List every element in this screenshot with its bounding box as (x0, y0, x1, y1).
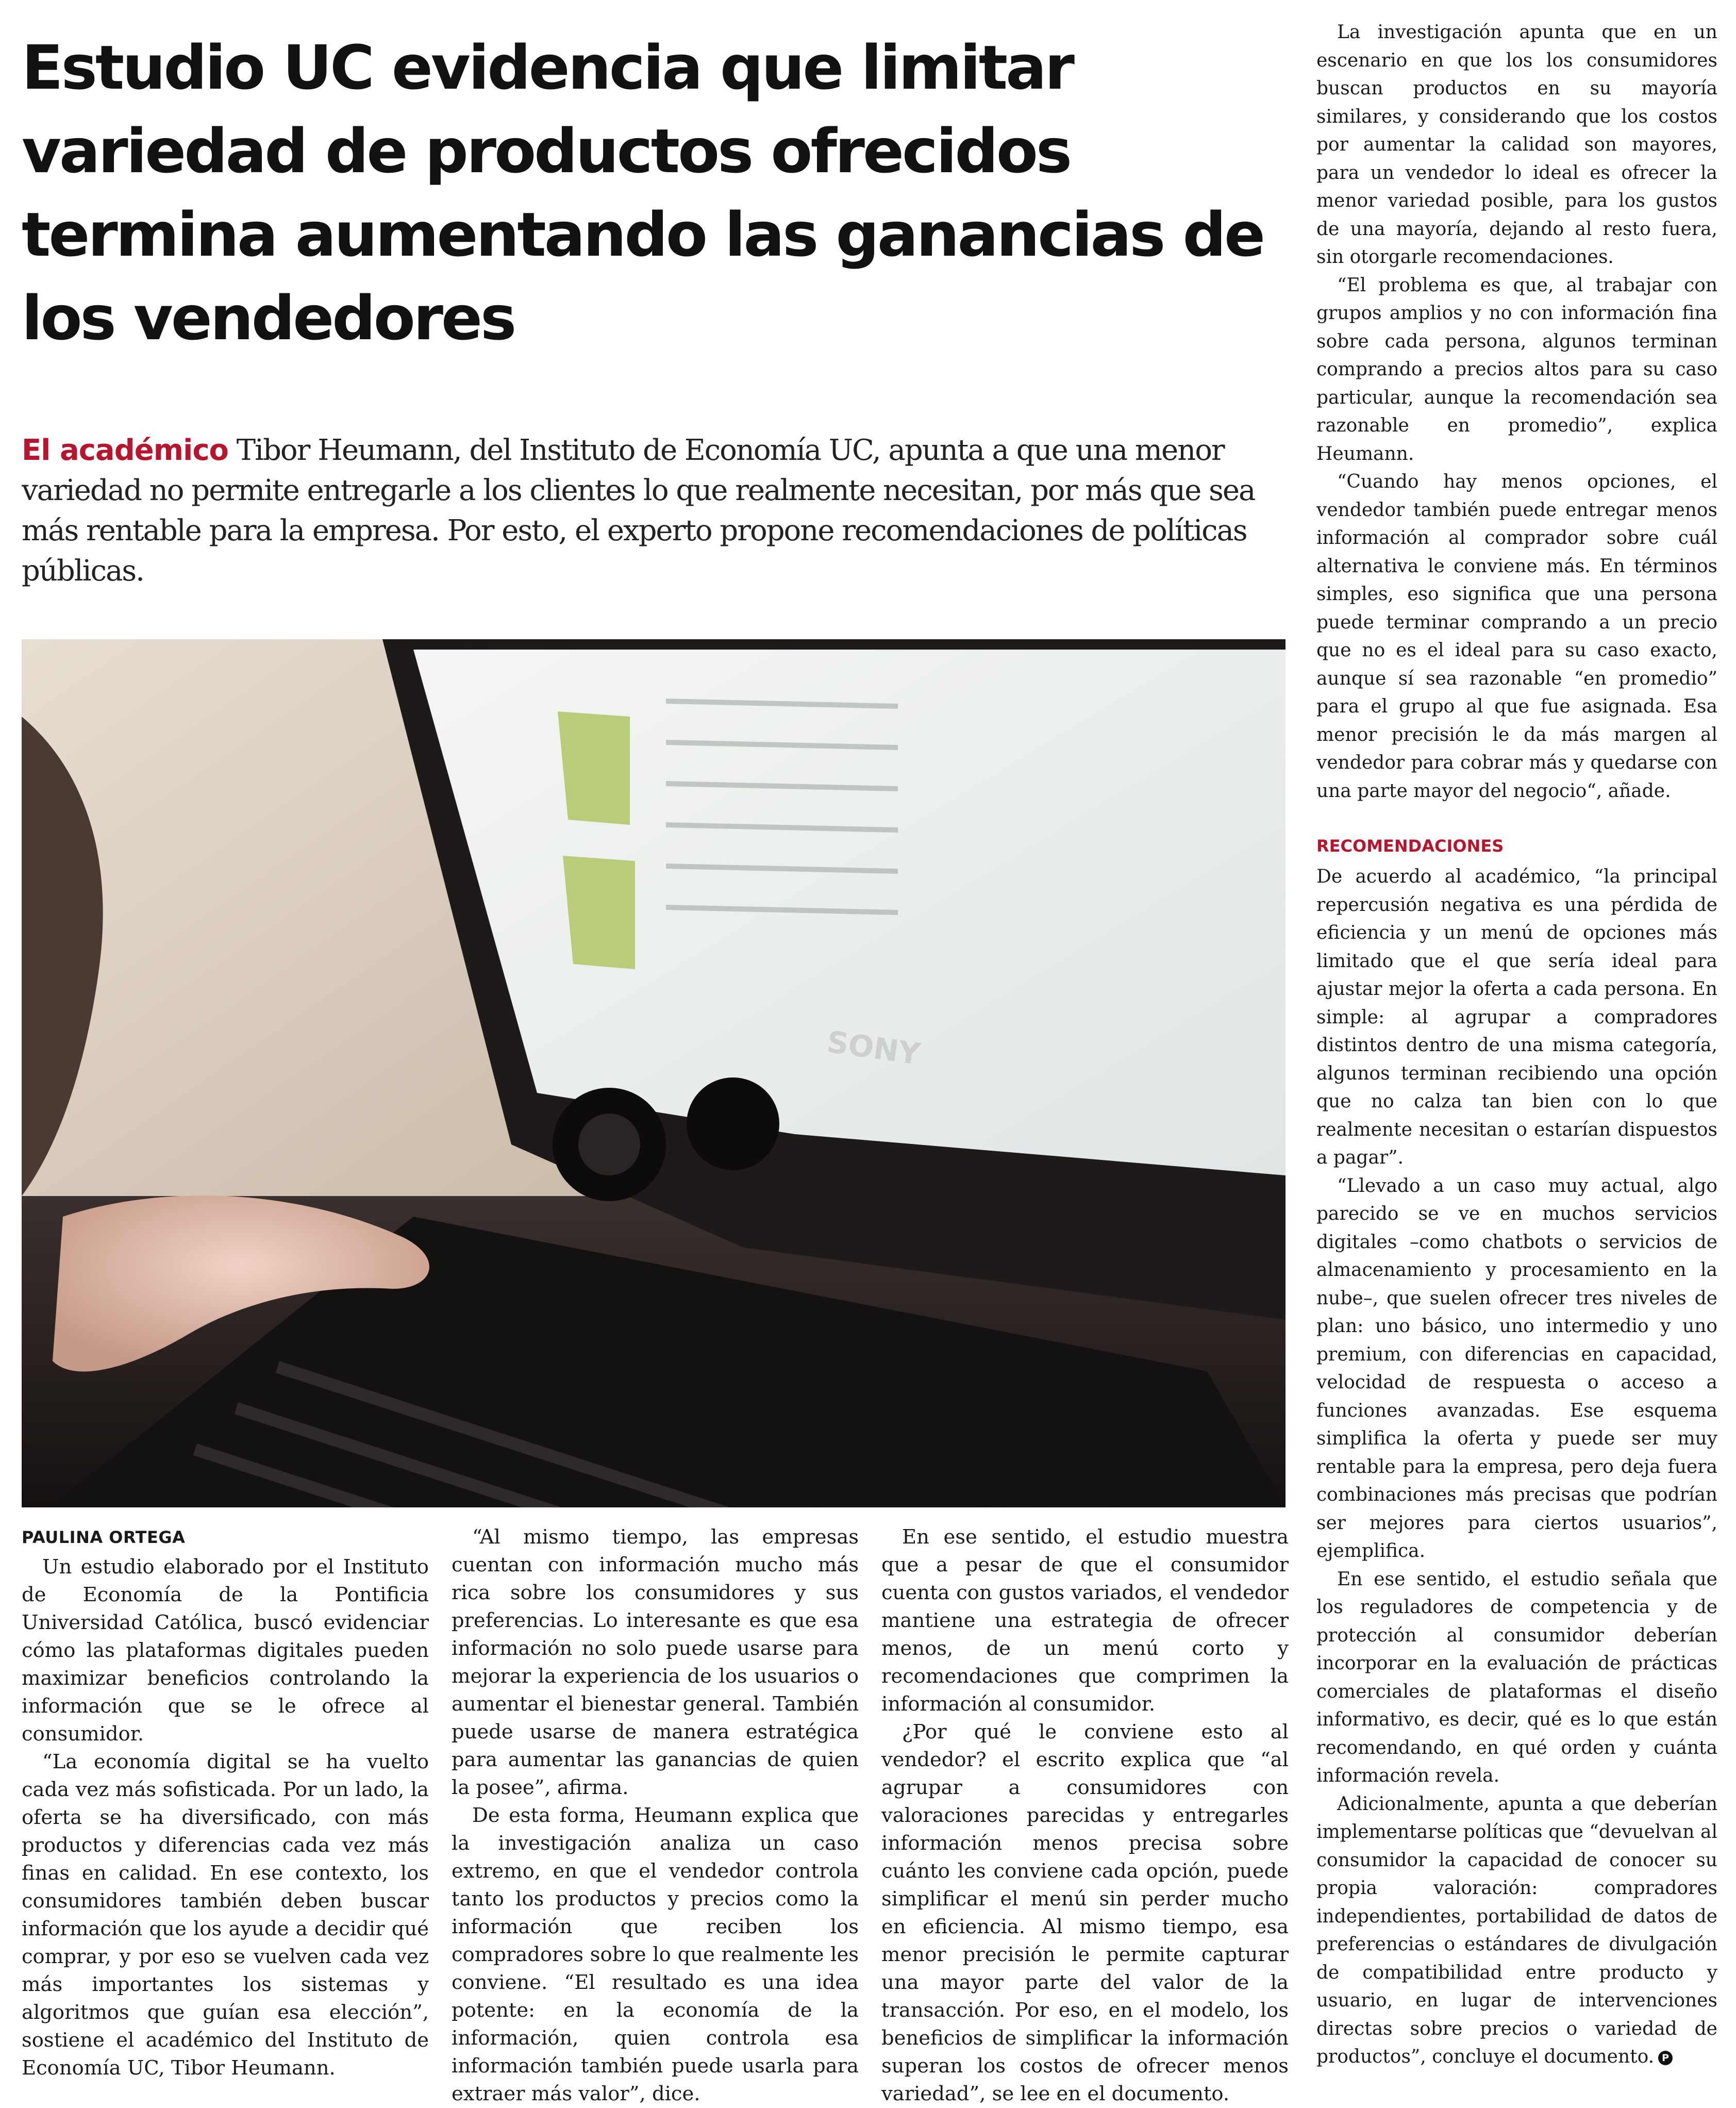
end-mark-icon: P (1658, 2051, 1673, 2065)
body-paragraph-final (1316, 1790, 1717, 2071)
body-paragraph: La investigación apunta que en un escenario en que los los consumidores buscan productos en su mayoría similares, y considerando que los costos por aumentar la calidad son mayores, para un vendedor lo ideal es ofrecer la menor variedad posible, para los gustos de una mayoría, dejando al resto fuera, sin otorgarle recomendaciones. (1316, 22, 1717, 268)
body-paragraph: Un estudio elaborado por el Instituto de Economía de la Pontificia Universidad Católica, buscó evidenciar cómo las plataformas digitales pueden maximizar beneficios controlando la información que se le ofrece al consumidor. (22, 1555, 429, 1746)
monitor-brand-label: SONY (825, 1024, 923, 1072)
article-column-3 (881, 1523, 1289, 2105)
byline: PAULINA ORTEGA (22, 1528, 186, 1547)
body-paragraph: De esta forma, Heumann explica que la investigación analiza un caso extremo, en que el vendedor controla tanto los productos y precios como la información que reciben los compradores sobre lo que realmente les conviene. “El resultado es una idea potente: en la economía de la información, quien controla esa información también puede usarla para extraer más valor”, dice. (452, 1804, 859, 2105)
body-paragraph: “La economía digital se ha vuelto cada vez más sofisticada. Por un lado, la oferta se ha diversificado, con más productos y diferencias cada vez más finas en calidad. En ese contexto, los consumidores también deben buscar información que los ayude a decidir qué comprar, y por eso se vuelven cada vez más importantes los sistemas y algoritmos que guían esa elección”, sostiene el académico del Instituto de Economía UC, Tibor Heumann. (22, 1750, 429, 2080)
deck-lead: El académico (22, 434, 228, 467)
section-subhead: RECOMENDACIONES (1316, 836, 1504, 856)
body-paragraph: “El problema es que, al trabajar con grupos amplios y no con información fina sobre cada persona, algunos terminan comprando a precios altos para su caso particular, aunque la recomendación sea razonable en promedio”, explica Heumann. (1316, 274, 1717, 464)
article-column-4 (1316, 19, 1717, 2067)
body-paragraph: “Cuando hay menos opciones, el vendedor también puede entregar menos información al comprador sobre cuál alternativa le conviene más. En términos simples, eso significa que una persona puede terminar comprando a un precio que no es el ideal para su caso exacto, aunque sí sea razonable “en promedio” para el grupo al que fue asignada. Esa menor precisión le da más margen al vendedor para cobrar más y quedarse con una parte mayor del negocio“, añade. (1316, 471, 1717, 802)
headline: Estudio UC evidencia que limitar variedad de productos ofrecidos termina aumentando las ganancias de los vendedores (22, 32, 1263, 354)
body-paragraph: En ese sentido, el estudio muestra que a pesar de que el consumidor cuenta con gustos variados, el vendedor mantiene una estrategia de ofrecer menos, de un menú corto y recomendaciones que comprimen la información al consumidor. (881, 1525, 1289, 1716)
article-photo (22, 639, 1286, 1507)
body-paragraph: ¿Por qué le conviene esto al vendedor? el escrito explica que “al agrupar a consumidores con valoraciones parecidas y entregarles información menos precisa sobre cuánto les conviene cada opción, puede simplificar el menú sin perder mucho en eficiencia. Al mismo tiempo, esa menor precisión le permite capturar una mayor parte del valor de la transacción. Por eso, en el modelo, los beneficios de simplificar la información superan los costos de ofrecer menos variedad”, se lee en el documento. (881, 1720, 1289, 2105)
article-column-1 (22, 1523, 429, 2080)
body-paragraph-text: Adicionalmente, apunta a que deberían implementarse políticas que “devuelvan al consumidor la capacidad de conocer su propia valoración: compradores independientes, portabilidad de datos de preferencias o estándares de divulgación de compatibilidad entre producto y usuario, en lugar de intervenciones directas sobre precios o variedad de productos”, concluye el documento. (1316, 1793, 1717, 2067)
body-paragraph: De acuerdo al académico, “la principal repercusión negativa es una pérdida de eficiencia y un menú de opciones más limitado que el que sería ideal para ajustar mejor la oferta a cada persona. En simple: al agrupar a compradores distintos dentro de una misma categoría, algunos terminan recibiendo una opción que no calza tan bien con lo que realmente necesitan o estarían dispuestos a pagar”. (1316, 866, 1717, 1168)
body-paragraph: “Llevado a un caso muy actual, algo parecido se ve en muchos servicios digitales –como chatbots o servicios de almacenamiento y procesamiento en la nube–, que suelen ofrecer tres niveles de plan: uno básico, uno intermedio y uno premium, con diferencias en capacidad, velocidad de respuesta o acceso a funciones avanzadas. Ese esquema simplifica la oferta y puede ser muy rentable para la empresa, pero deja fuera combinaciones más precisas que podrían ser mejores para ciertos usuarios”, ejemplifica. (1316, 1175, 1717, 1562)
body-paragraph: En ese sentido, el estudio señala que los reguladores de competencia y de protección al consumidor deberían incorporar en la evaluación de prácticas comerciales de plataformas el diseño informativo, es decir, qué es lo que están recomendando, en qué orden y cuánta información revela. (1316, 1568, 1717, 1786)
deck-text: Tibor Heumann, del Instituto de Economía UC, apunta a que una menor variedad no permite entregarle a los clientes lo que realmente necesitan, por más que sea más rentable para la empresa. Por esto, el experto propone recomendaciones de políticas públicas. (22, 434, 1255, 588)
body-paragraph: “Al mismo tiempo, las empresas cuentan con información mucho más rica sobre los consumidores y sus preferencias. Lo interesante es que esa información no solo puede usarse para mejorar la experiencia de los usuarios o aumentar el bienestar general. También puede usarse de manera estratégica para aumentar las ganancias de quien la posee”, afirma. (452, 1525, 859, 1799)
deck (22, 430, 1279, 591)
article-column-2 (452, 1523, 859, 2105)
